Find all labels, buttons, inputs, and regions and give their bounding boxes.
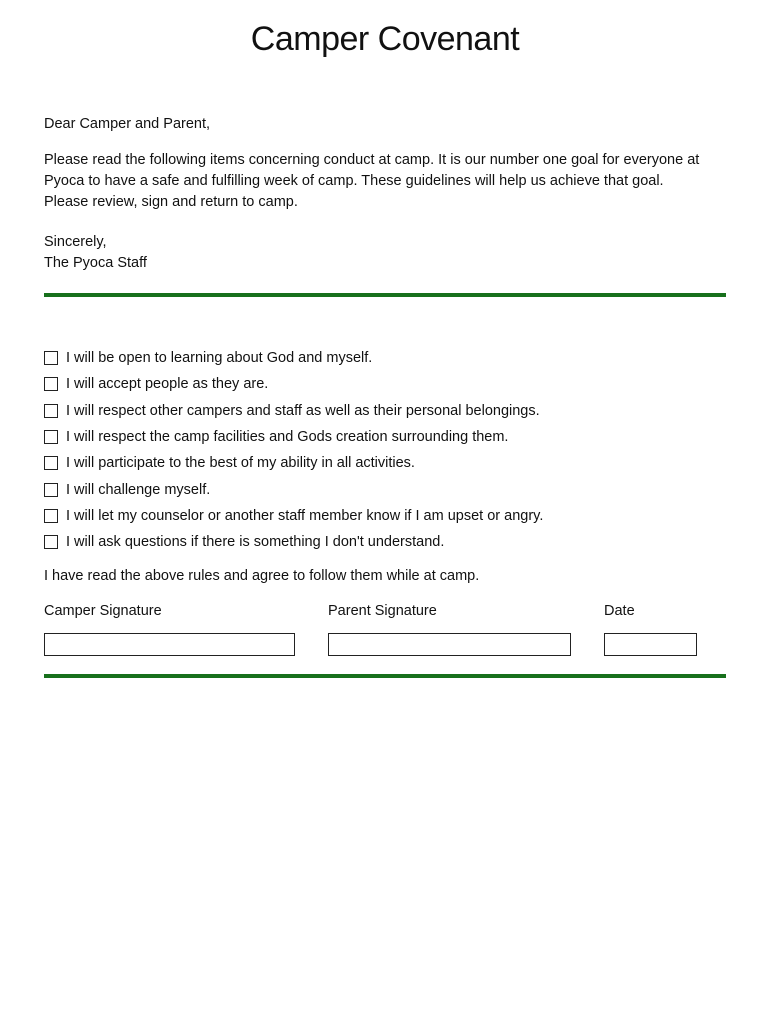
checkbox[interactable] — [44, 377, 58, 391]
parent-signature-label: Parent Signature — [328, 603, 437, 619]
camper-signature-label: Camper Signature — [44, 603, 162, 619]
covenant-item-label: I will challenge myself. — [66, 481, 211, 498]
covenant-item-label: I will respect the camp facilities and Gods creation surrounding them. — [66, 429, 509, 446]
covenant-item — [44, 450, 543, 476]
checkbox[interactable] — [44, 535, 58, 549]
covenant-item-label: I will respect other campers and staff as well as their personal belongings. — [66, 402, 540, 419]
covenant-item-label: I will accept people as they are. — [66, 376, 269, 393]
covenant-item-label: I will be open to learning about God and myself. — [66, 350, 373, 367]
closing-line-sincerely: Sincerely, — [44, 234, 107, 250]
parent-signature-field[interactable] — [328, 633, 571, 656]
covenant-item-label: I will ask questions if there is something I don't understand. — [66, 534, 445, 551]
agreement-statement: I have read the above rules and agree to follow them while at camp. — [44, 568, 480, 584]
checkbox[interactable] — [44, 456, 58, 470]
covenant-item — [44, 345, 543, 371]
closing-line-staff: The Pyoca Staff — [44, 255, 147, 271]
date-label: Date — [604, 603, 635, 619]
covenant-list — [44, 345, 543, 555]
checkbox[interactable] — [44, 404, 58, 418]
checkbox[interactable] — [44, 430, 58, 444]
covenant-item — [44, 398, 543, 424]
page-title: Camper Covenant — [250, 20, 520, 58]
greeting: Dear Camper and Parent, — [44, 116, 211, 132]
camper-signature-field[interactable] — [44, 633, 295, 656]
covenant-item — [44, 503, 543, 529]
covenant-item-label: I will let my counselor or another staff member know if I am upset or angry. — [66, 507, 544, 524]
covenant-item — [44, 371, 543, 397]
checkbox[interactable] — [44, 509, 58, 523]
checkbox[interactable] — [44, 483, 58, 497]
date-field[interactable] — [604, 633, 697, 656]
divider-top — [44, 293, 726, 297]
covenant-item — [44, 424, 543, 450]
closing — [44, 232, 147, 274]
covenant-item — [44, 476, 543, 502]
intro-paragraph: Please read the following items concerning conduct at camp. It is our number one goal for everyone at Pyoca to have a safe and fulfilling week of camp. These guidelines will help us achieve that goal. Please review, sign and return to camp. — [44, 152, 700, 210]
covenant-item-label: I will participate to the best of my ability in all activities. — [66, 455, 415, 472]
checkbox[interactable] — [44, 351, 58, 365]
covenant-item — [44, 529, 543, 555]
divider-bottom — [44, 674, 726, 678]
